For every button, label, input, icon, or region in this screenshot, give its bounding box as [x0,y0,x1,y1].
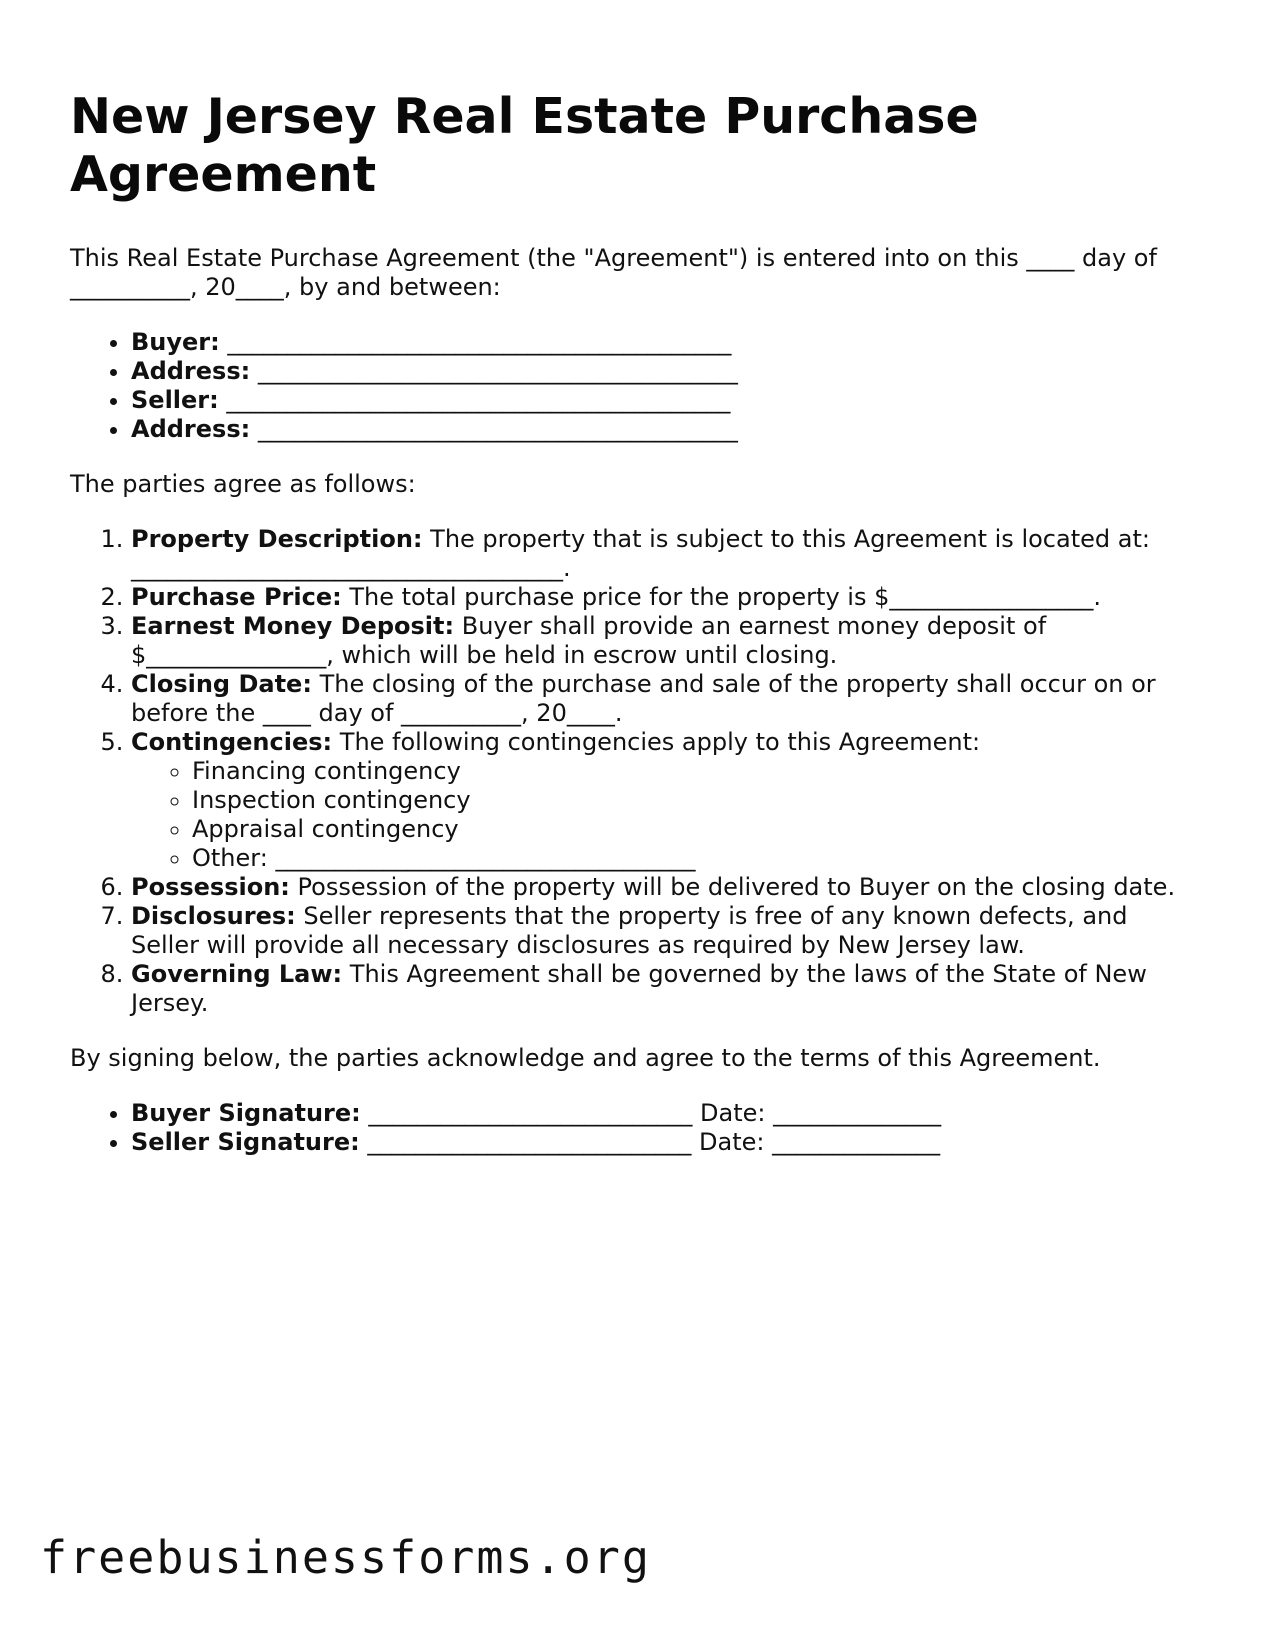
intro-paragraph: This Real Estate Purchase Agreement (the "Agreement") is entered into on this ____ day of __________, 20____, by and between: [70,244,1157,301]
agree-text: The parties agree as follows: [70,470,416,498]
party-label: Seller: [131,386,219,414]
contingency-item: ◦ Appraisal contingency [192,815,1200,844]
signing-text: By signing below, the parties acknowledge and agree to the terms of this Agreement. [70,1044,1101,1072]
contingency-item: ◦ Inspection contingency [192,786,1200,815]
party-blank: ________________________________________ [257,415,738,443]
party-blank: ________________________________________ [257,357,738,385]
term-label: Purchase Price: [131,583,342,611]
signature-label: Seller Signature: [131,1128,360,1156]
contingencies-list [131,757,1200,873]
date-label: Date: [699,1128,765,1156]
term-text: The closing of the purchase and sale of the property shall occur on or before the ____ day of __________, 20____. [131,670,1156,727]
term-governing-law [131,960,1200,1018]
term-label: Possession: [131,873,290,901]
document-page [70,88,1200,1157]
term-purchase-price [131,583,1200,612]
term-text: The following contingencies apply to this Agreement: [339,728,981,756]
party-blank: __________________________________________ [227,328,732,356]
term-possession [131,873,1200,902]
party-label: Address: [131,415,251,443]
signature-line: ___________________________ [367,1128,692,1156]
terms-list [70,525,1200,1018]
party-item-buyer [131,328,1200,357]
date-line: ______________ [772,1128,941,1156]
term-label: Property Description: [131,525,423,553]
term-disclosures [131,902,1200,960]
party-item-seller [131,386,1200,415]
party-label: Buyer: [131,328,220,356]
party-blank: __________________________________________ [226,386,731,414]
term-label: Governing Law: [131,960,343,988]
term-text: The total purchase price for the property is $_________________. [349,583,1101,611]
signature-item-buyer [131,1099,1200,1128]
party-item-buyer-address [131,357,1200,386]
watermark-text: freebusinessforms.org [40,1531,651,1584]
signatures-list [70,1099,1200,1157]
party-label: Address: [131,357,251,385]
term-text: Seller represents that the property is free of any known defects, and Seller will provide all necessary disclosures as required by New Jersey law. [131,902,1128,959]
term-text: Possession of the property will be delivered to Buyer on the closing date. [297,873,1176,901]
term-contingencies [131,728,1200,873]
date-line: ______________ [773,1099,942,1127]
date-label: Date: [700,1099,766,1127]
signature-label: Buyer Signature: [131,1099,361,1127]
term-text: Buyer shall provide an earnest money deposit of $_______________, which will be held in escrow until closing. [131,612,1047,669]
parties-list [70,328,1200,444]
document-title: New Jersey Real Estate Purchase Agreement [70,88,979,203]
term-label: Earnest Money Deposit: [131,612,455,640]
contingency-item: ◦ Financing contingency [192,757,1200,786]
contingency-item: ◦ Other: ___________________________________ [192,844,1200,873]
term-closing-date [131,670,1200,728]
term-property-description [131,525,1200,583]
term-earnest-money [131,612,1200,670]
term-text: This Agreement shall be governed by the laws of the State of New Jersey. [131,960,1147,1017]
term-text: The property that is subject to this Agreement is located at: ____________________________________. [131,525,1150,582]
signature-item-seller [131,1128,1200,1157]
term-label: Closing Date: [131,670,312,698]
signature-line: ___________________________ [368,1099,693,1127]
term-label: Contingencies: [131,728,333,756]
party-item-seller-address [131,415,1200,444]
term-label: Disclosures: [131,902,296,930]
